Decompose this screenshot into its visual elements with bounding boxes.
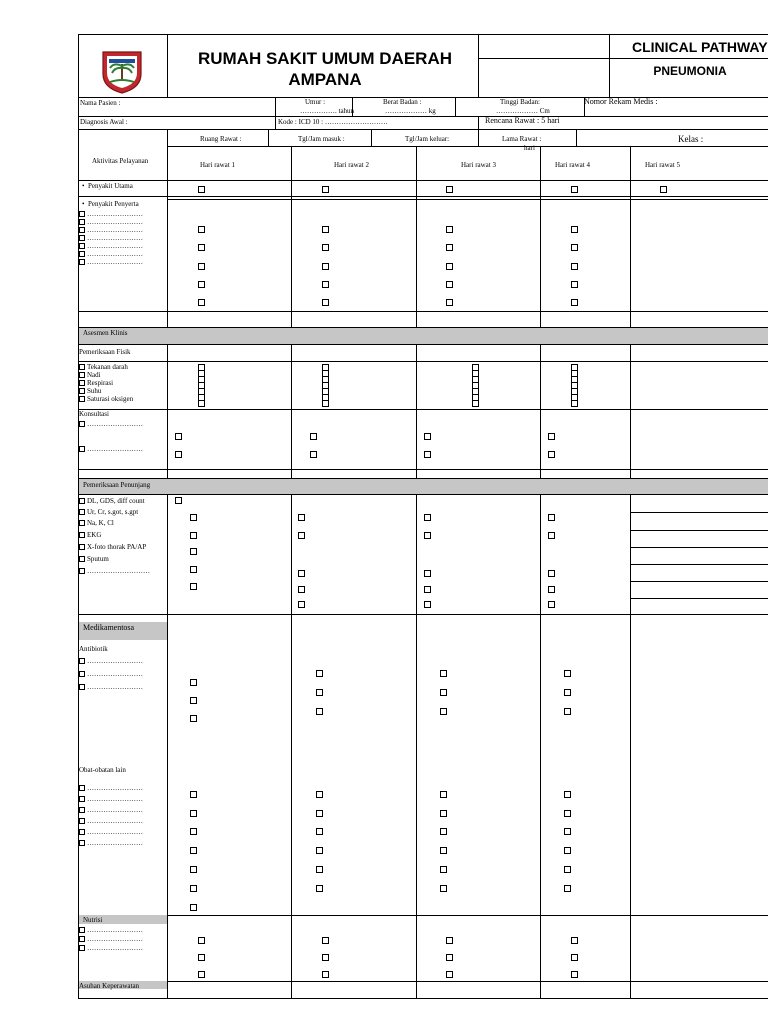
day-checkbox[interactable]: [440, 847, 447, 854]
penyerta-item: ……………………: [79, 210, 143, 218]
day-checkbox[interactable]: [316, 670, 323, 677]
day-checkbox[interactable]: [198, 244, 205, 251]
penyerta-item: ……………………: [79, 234, 143, 242]
lama-rawat-unit: hari: [524, 144, 535, 152]
day-checkbox[interactable]: [571, 937, 578, 944]
berat-unit: ……………… kg: [385, 107, 436, 115]
konsultasi-item: ……………………: [79, 420, 143, 428]
day-checkbox[interactable]: [571, 226, 578, 233]
day-checkbox[interactable]: [571, 954, 578, 961]
day-checkbox[interactable]: [190, 904, 197, 911]
day-checkbox[interactable]: [322, 971, 329, 978]
pemeriksaan-fisik-label: Pemeriksaan Fisik: [79, 348, 131, 356]
day-checkbox[interactable]: [564, 866, 571, 873]
day-checkbox[interactable]: [175, 433, 182, 440]
penunjang-item: DL, GDS, diff count: [79, 497, 145, 505]
penunjang-item: Sputum: [79, 555, 109, 563]
day-checkbox[interactable]: [190, 866, 197, 873]
day-checkbox[interactable]: [440, 866, 447, 873]
day-checkbox[interactable]: [564, 708, 571, 715]
day-checkbox[interactable]: [316, 866, 323, 873]
tinggi-unit: ……………… Cm: [496, 107, 550, 115]
penyerta-item: ……………………: [79, 218, 143, 226]
day-checkbox[interactable]: [472, 400, 479, 407]
day-checkbox[interactable]: [175, 451, 182, 458]
nutrisi-item: ……………………: [79, 926, 143, 934]
day-checkbox[interactable]: [446, 954, 453, 961]
day-checkbox[interactable]: [571, 299, 578, 306]
day-checkbox[interactable]: [548, 433, 555, 440]
penyerta-item: ……………………: [79, 250, 143, 258]
day-checkbox[interactable]: [564, 791, 571, 798]
day-checkbox[interactable]: [316, 708, 323, 715]
day-checkbox[interactable]: [190, 791, 197, 798]
day-checkbox[interactable]: [446, 937, 453, 944]
day-checkbox[interactable]: [190, 532, 197, 539]
day-checkbox[interactable]: [190, 697, 197, 704]
day-4-header: Hari rawat 4: [555, 161, 590, 169]
pemeriksaan-penunjang-label: Pemeriksaan Penunjang: [83, 481, 151, 489]
day-checkbox[interactable]: [198, 186, 205, 193]
day-checkbox[interactable]: [548, 451, 555, 458]
nutrisi-item: ……………………: [79, 944, 143, 952]
day-checkbox[interactable]: [564, 689, 571, 696]
day-checkbox[interactable]: [190, 828, 197, 835]
obat-item: ……………………: [79, 784, 143, 792]
obat-item: ……………………: [79, 795, 143, 803]
day-checkbox[interactable]: [198, 263, 205, 270]
day-checkbox[interactable]: [190, 514, 197, 521]
day-checkbox[interactable]: [424, 601, 431, 608]
day-checkbox[interactable]: [298, 532, 305, 539]
berat-label: Berat Badan :: [383, 98, 422, 106]
day-checkbox[interactable]: [440, 708, 447, 715]
day-checkbox[interactable]: [190, 715, 197, 722]
obat-item: ……………………: [79, 839, 143, 847]
day-3-header: Hari rawat 3: [461, 161, 496, 169]
day-checkbox[interactable]: [322, 400, 329, 407]
day-checkbox[interactable]: [190, 548, 197, 555]
aktivitas-header: Aktivitas Pelayanan: [92, 157, 149, 165]
day-checkbox[interactable]: [322, 186, 329, 193]
day-checkbox[interactable]: [322, 954, 329, 961]
day-checkbox[interactable]: [175, 497, 182, 504]
day-checkbox[interactable]: [564, 670, 571, 677]
day-checkbox[interactable]: [198, 971, 205, 978]
day-checkbox[interactable]: [424, 570, 431, 577]
nutrisi-label: Nutrisi: [83, 916, 103, 924]
day-checkbox[interactable]: [198, 400, 205, 407]
kode-icd-label: Kode : ICD 10 : ………………………: [278, 118, 388, 126]
day-checkbox[interactable]: [310, 433, 317, 440]
obat-lain-label: Obat-obatan lain: [79, 766, 126, 774]
day-checkbox[interactable]: [316, 885, 323, 892]
day-checkbox[interactable]: [446, 299, 453, 306]
penunjang-item: EKG: [79, 531, 101, 539]
umur-label: Umur :: [305, 98, 326, 106]
penyerta-item: ……………………: [79, 258, 143, 266]
day-checkbox[interactable]: [316, 847, 323, 854]
day-checkbox[interactable]: [322, 263, 329, 270]
day-checkbox[interactable]: [190, 810, 197, 817]
diagnosis-awal-label: Diagnosis Awal :: [80, 118, 128, 126]
vital-tekanan-darah: Tekanan darah: [79, 363, 128, 371]
day-checkbox[interactable]: [564, 885, 571, 892]
vital-suhu: Suhu: [79, 387, 101, 395]
antibiotik-item: ……………………: [79, 670, 143, 678]
day-checkbox[interactable]: [190, 847, 197, 854]
day-checkbox[interactable]: [571, 244, 578, 251]
day-checkbox[interactable]: [190, 566, 197, 573]
day-checkbox[interactable]: [440, 828, 447, 835]
tgl-keluar-label: Tgl/Jam keluar:: [405, 135, 450, 143]
obat-item: ……………………: [79, 828, 143, 836]
ruang-rawat-label: Ruang Rawat :: [200, 135, 242, 143]
day-checkbox[interactable]: [298, 586, 305, 593]
penunjang-item: Na, K, Cl: [79, 519, 114, 527]
tinggi-label: Tinggi Badan:: [500, 98, 540, 106]
doc-title: CLINICAL PATHWAY: [632, 39, 768, 55]
day-checkbox[interactable]: [571, 186, 578, 193]
tgl-masuk-label: Tgl/Jam masuk :: [298, 135, 345, 143]
day-checkbox[interactable]: [322, 244, 329, 251]
day-checkbox[interactable]: [440, 885, 447, 892]
penyakit-penyerta-label: • Penyakit Penyerta: [82, 200, 139, 208]
day-5-header: Hari rawat 5: [645, 161, 680, 169]
day-checkbox[interactable]: [571, 263, 578, 270]
hospital-logo: [100, 48, 144, 94]
day-checkbox[interactable]: [440, 791, 447, 798]
penyerta-item: ……………………: [79, 242, 143, 250]
day-checkbox[interactable]: [564, 847, 571, 854]
day-checkbox[interactable]: [571, 281, 578, 288]
lama-rawat-label: Lama Rawat :: [502, 135, 542, 143]
day-checkbox[interactable]: [424, 514, 431, 521]
day-checkbox[interactable]: [446, 244, 453, 251]
day-checkbox[interactable]: [424, 433, 431, 440]
day-checkbox[interactable]: [564, 810, 571, 817]
day-checkbox[interactable]: [548, 514, 555, 521]
penyakit-utama-label: • Penyakit Utama: [82, 182, 133, 190]
day-checkbox[interactable]: [198, 299, 205, 306]
day-checkbox[interactable]: [424, 586, 431, 593]
vital-respirasi: Respirasi: [79, 379, 113, 387]
asesmen-klinis-label: Asesmen Klinis: [83, 329, 128, 337]
day-checkbox[interactable]: [298, 601, 305, 608]
antibiotik-item: ……………………: [79, 657, 143, 665]
day-2-header: Hari rawat 2: [334, 161, 369, 169]
day-checkbox[interactable]: [322, 281, 329, 288]
day-checkbox[interactable]: [660, 186, 667, 193]
day-checkbox[interactable]: [316, 810, 323, 817]
day-checkbox[interactable]: [446, 263, 453, 270]
day-checkbox[interactable]: [548, 532, 555, 539]
diagnosis-title: PNEUMONIA: [653, 64, 727, 78]
day-checkbox[interactable]: [564, 828, 571, 835]
umur-unit: ……………. tahun: [300, 107, 355, 115]
day-checkbox[interactable]: [198, 937, 205, 944]
nama-pasien-label: Nama Pasien :: [80, 99, 121, 107]
day-checkbox[interactable]: [440, 810, 447, 817]
day-checkbox[interactable]: [190, 885, 197, 892]
rencana-rawat-label: Rencana Rawat : 5 hari: [485, 116, 560, 125]
day-checkbox[interactable]: [198, 954, 205, 961]
day-checkbox[interactable]: [298, 514, 305, 521]
day-checkbox[interactable]: [446, 186, 453, 193]
day-checkbox[interactable]: [316, 689, 323, 696]
day-checkbox[interactable]: [446, 971, 453, 978]
day-checkbox[interactable]: [298, 570, 305, 577]
penunjang-item: Ur, Cr, s.got, s.gpt: [79, 508, 138, 516]
nomor-rm-label: Nomor Rekam Medis :: [584, 97, 658, 106]
day-checkbox[interactable]: [548, 601, 555, 608]
penunjang-item: X-foto thorak PA/AP: [79, 543, 146, 551]
day-checkbox[interactable]: [190, 679, 197, 686]
day-checkbox[interactable]: [440, 689, 447, 696]
day-checkbox[interactable]: [316, 828, 323, 835]
vital-saturasi: Saturasi oksigen: [79, 395, 133, 403]
day-checkbox[interactable]: [310, 451, 317, 458]
day-checkbox[interactable]: [322, 299, 329, 306]
day-checkbox[interactable]: [424, 532, 431, 539]
kelas-label: Kelas :: [678, 134, 704, 144]
asuhan-keperawatan-label: Asuhan Keperawatan: [79, 982, 140, 990]
day-checkbox[interactable]: [190, 583, 197, 590]
day-checkbox[interactable]: [316, 791, 323, 798]
hospital-name: RUMAH SAKIT UMUM DAERAH AMPANA: [197, 49, 453, 89]
konsultasi-item: ……………………: [79, 445, 143, 453]
day-checkbox[interactable]: [322, 937, 329, 944]
nutrisi-item: ……………………: [79, 935, 143, 943]
penunjang-item: ………………………: [79, 567, 150, 575]
day-checkbox[interactable]: [446, 281, 453, 288]
day-checkbox[interactable]: [440, 670, 447, 677]
day-checkbox[interactable]: [548, 570, 555, 577]
obat-item: ……………………: [79, 806, 143, 814]
day-checkbox[interactable]: [424, 451, 431, 458]
penyerta-item: ……………………: [79, 226, 143, 234]
day-checkbox[interactable]: [198, 226, 205, 233]
day-checkbox[interactable]: [571, 971, 578, 978]
day-checkbox[interactable]: [548, 586, 555, 593]
medikamentosa-label: Medikamentosa: [83, 623, 135, 632]
day-checkbox[interactable]: [322, 226, 329, 233]
day-1-header: Hari rawat 1: [200, 161, 235, 169]
obat-item: ……………………: [79, 817, 143, 825]
antibiotik-label: Antibiotik: [79, 645, 108, 653]
day-checkbox[interactable]: [446, 226, 453, 233]
day-checkbox[interactable]: [571, 400, 578, 407]
konsultasi-label: Konsultasi: [79, 410, 109, 418]
vital-nadi: Nadi: [79, 371, 101, 379]
antibiotik-item: ……………………: [79, 683, 143, 691]
day-checkbox[interactable]: [198, 281, 205, 288]
